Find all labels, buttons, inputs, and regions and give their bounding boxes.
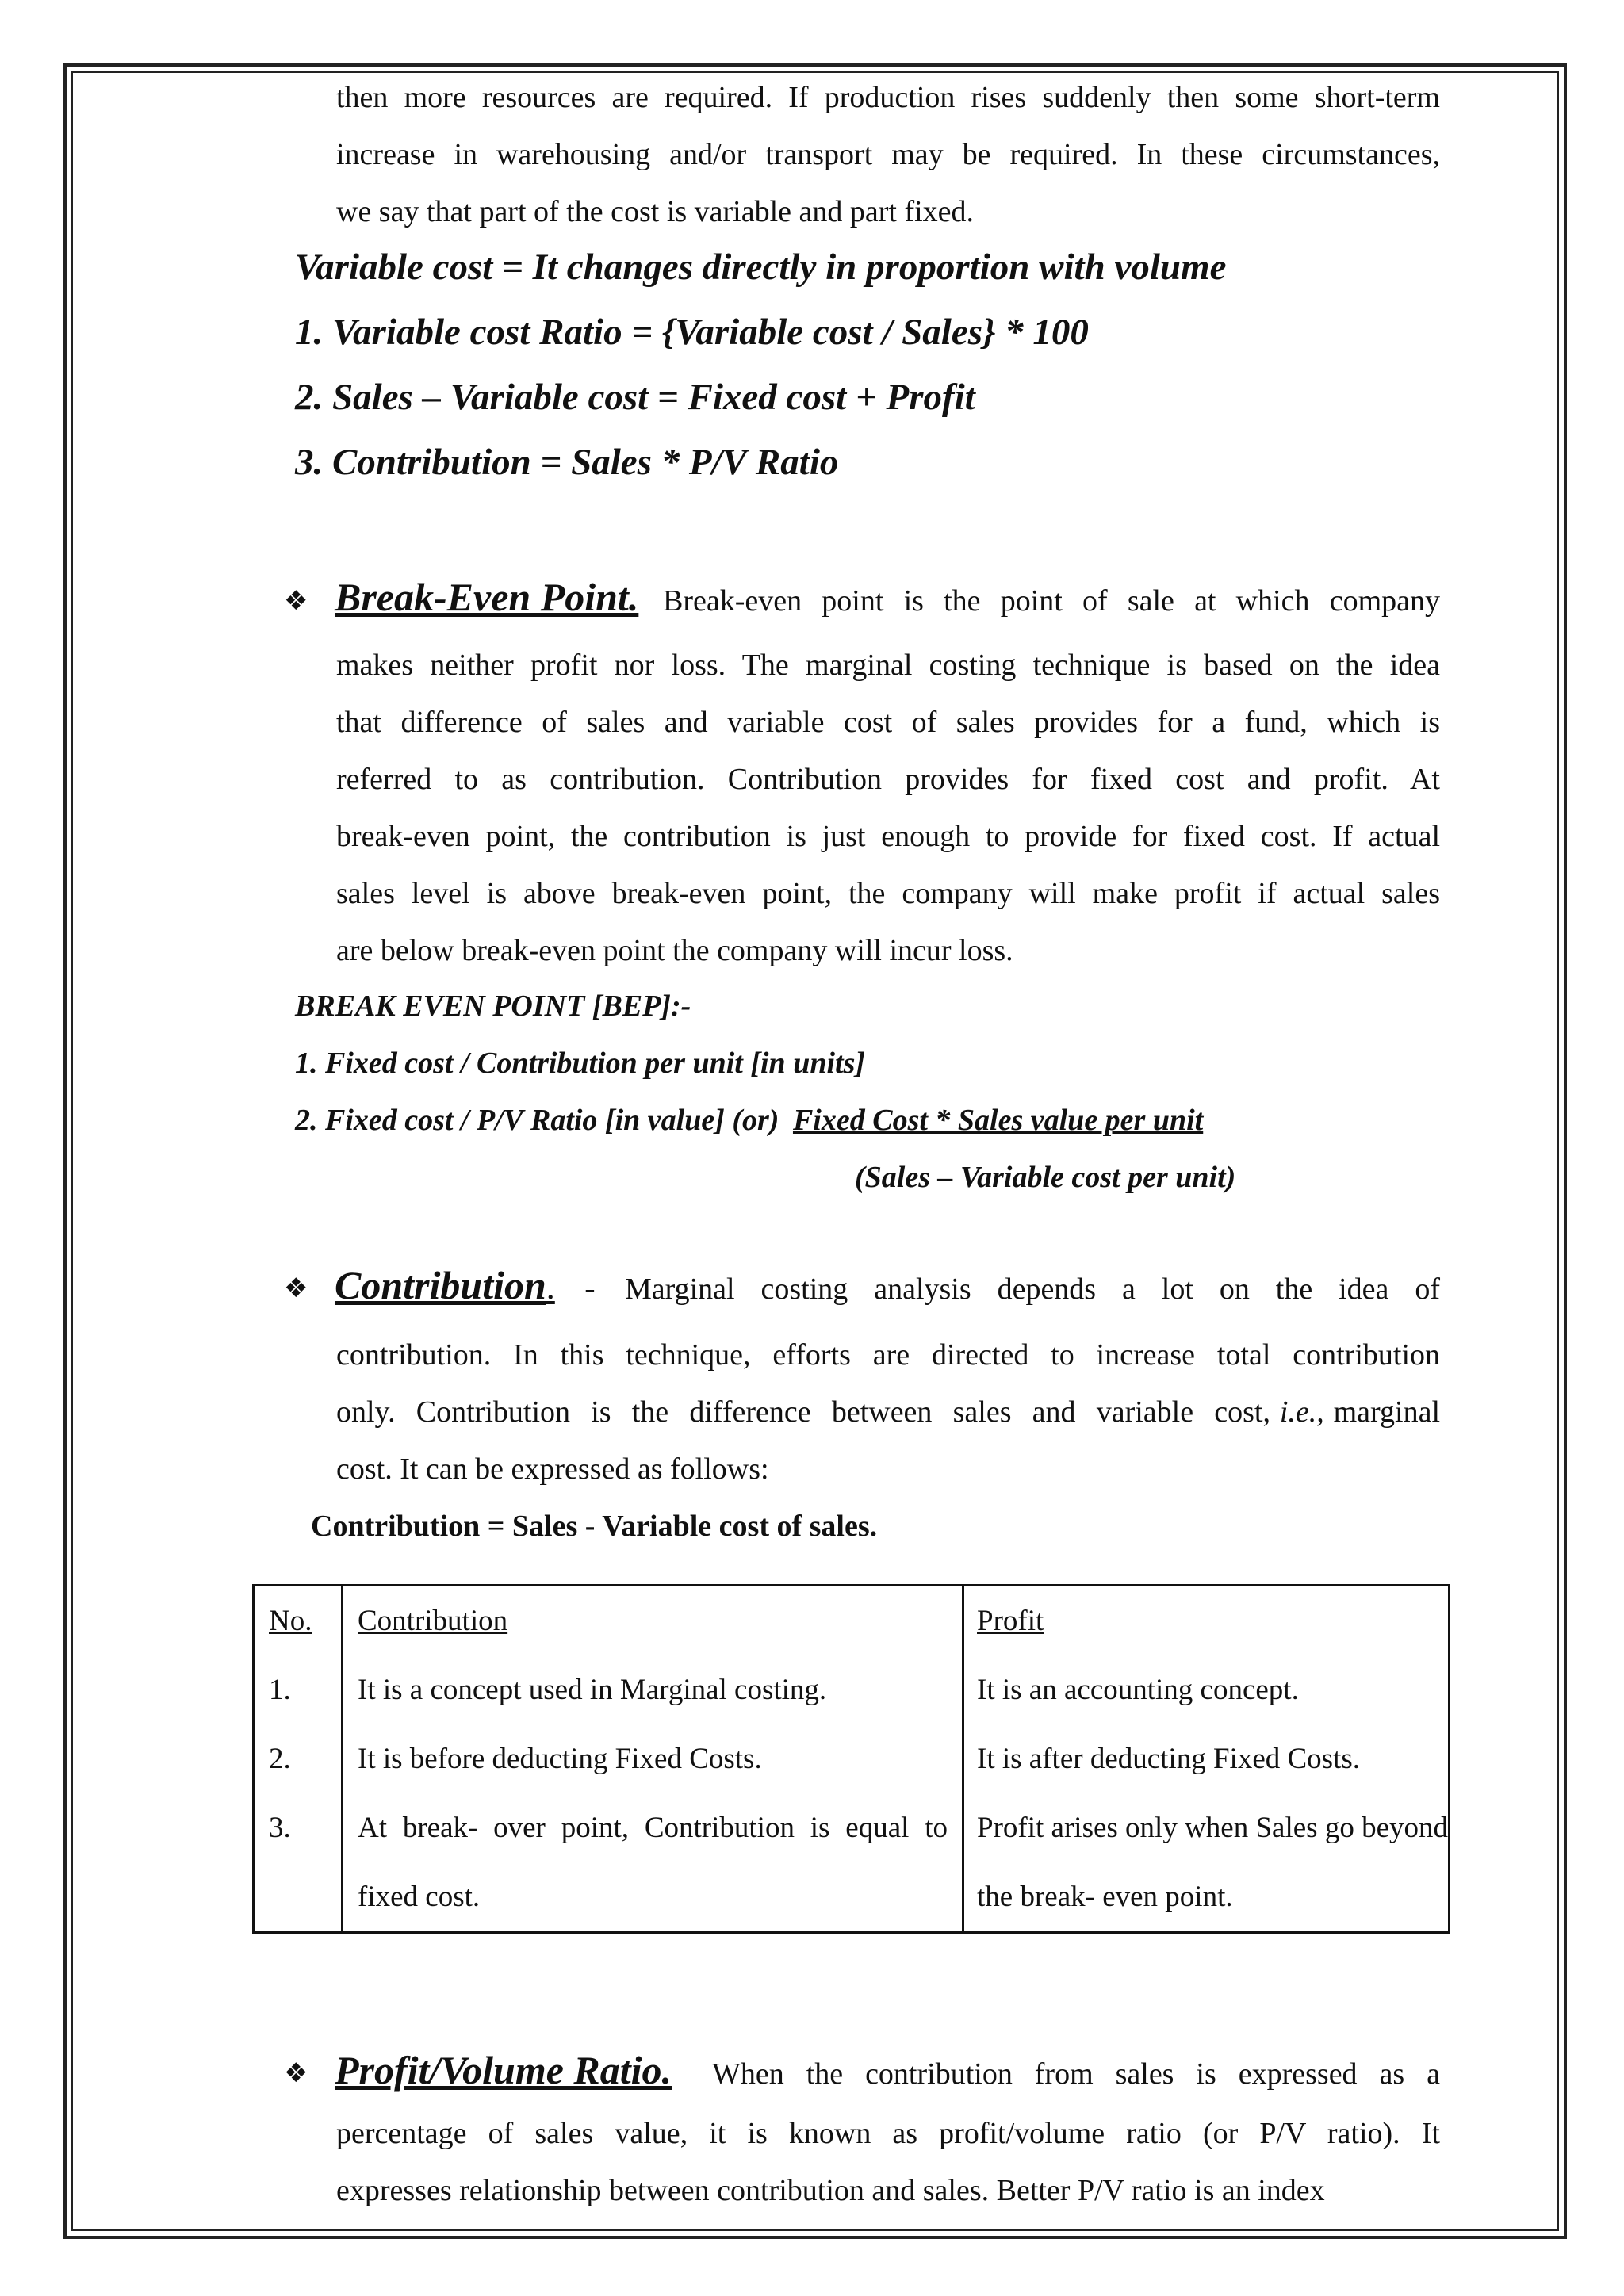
table-cell-contribution: It is before deducting Fixed Costs. bbox=[343, 1724, 963, 1793]
contribution-line-3-suffix: marginal bbox=[1333, 1395, 1440, 1429]
bep-title: Break-Even Point. bbox=[335, 575, 639, 619]
pv-first-line: When the contribution from sales is expressed as a bbox=[712, 2057, 1440, 2091]
intro-line-3: we say that part of the cost is variable and part fixed. bbox=[336, 195, 975, 228]
bep-formula-2-prefix: 2. Fixed cost / P/V Ratio [in value] (or) bbox=[295, 1104, 779, 1137]
bep-first-row bbox=[335, 577, 1440, 617]
bep-line-5: break-even point, the contribution is just enough to provide for fixed cost. If actual bbox=[336, 820, 1440, 853]
table-cell-contribution: At break- over point, Contribution is equal to fixed cost. bbox=[343, 1793, 963, 1933]
bep-line-6: sales level is above break-even point, the company will make profit if actual sales bbox=[336, 877, 1440, 910]
table-row bbox=[254, 1655, 1450, 1724]
diamond-bullet-icon: ❖ bbox=[284, 1272, 308, 1304]
contribution-first-line: Marginal costing analysis depends a lot on the idea of bbox=[625, 1272, 1440, 1306]
contribution-line-4: cost. It can be expressed as follows: bbox=[336, 1452, 769, 1486]
diamond-bullet-icon: ❖ bbox=[284, 2057, 308, 2089]
table-header-profit: Profit bbox=[977, 1605, 1044, 1637]
contribution-title: Contribution bbox=[335, 1263, 546, 1307]
contribution-profit-table bbox=[252, 1584, 1450, 1934]
contribution-line-2: contribution. In this technique, efforts are directed to increase total contribution bbox=[336, 1338, 1440, 1372]
contribution-title-group bbox=[335, 1265, 555, 1305]
table-cell-no: 1. bbox=[254, 1655, 343, 1724]
contribution-line-3-italic: i.e., bbox=[1279, 1395, 1324, 1429]
intro-line-1: then more resources are required. If production rises suddenly then some short-term bbox=[336, 81, 1440, 114]
contribution-first-row bbox=[335, 1265, 1440, 1305]
pv-title: Profit/Volume Ratio. bbox=[335, 2048, 672, 2092]
bep-first-line: Break-even point is the point of sale at which company bbox=[663, 584, 1440, 618]
table-cell-no: 2. bbox=[254, 1724, 343, 1793]
intro-line-2: increase in warehousing and/or transport may be required. In these circumstances, bbox=[336, 138, 1440, 171]
table-header-row bbox=[254, 1586, 1450, 1656]
variable-cost-formula-3: 3. Contribution = Sales * P/V Ratio bbox=[295, 442, 839, 483]
table-row bbox=[254, 1724, 1450, 1793]
bep-formula-2-numerator: Fixed Cost * Sales value per unit bbox=[792, 1104, 1204, 1137]
table-cell-profit: It is an accounting concept. bbox=[977, 1674, 1299, 1706]
pv-first-row bbox=[335, 2050, 1440, 2090]
table-cell-profit: It is after deducting Fixed Costs. bbox=[977, 1743, 1361, 1775]
table-header-no: No. bbox=[254, 1586, 343, 1656]
pv-line-3: expresses relationship between contribution and sales. Better P/V ratio is an index bbox=[336, 2174, 1325, 2207]
contribution-title-suffix: . bbox=[546, 1268, 555, 1307]
contribution-line-3-prefix: only. Contribution is the difference between sales and variable cost, bbox=[336, 1395, 1270, 1429]
table-row bbox=[254, 1793, 1450, 1933]
bep-formula-heading: BREAK EVEN POINT [BEP]:- bbox=[295, 989, 691, 1023]
bep-formula-2 bbox=[295, 1105, 1203, 1135]
bep-line-7: are below break-even point the company will incur loss. bbox=[336, 934, 1013, 967]
table-cell-profit: Profit arises only when Sales go beyond the break- even point. bbox=[977, 1812, 1448, 1913]
diamond-bullet-icon: ❖ bbox=[284, 585, 308, 617]
contribution-formula: Contribution = Sales - Variable cost of sales. bbox=[311, 1510, 878, 1543]
variable-cost-formula-1: 1. Variable cost Ratio = {Variable cost / Sales} * 100 bbox=[295, 312, 1089, 353]
variable-cost-formula-2: 2. Sales – Variable cost = Fixed cost + Profit bbox=[295, 377, 975, 418]
bep-line-2: makes neither profit nor loss. The marginal costing technique is based on the idea bbox=[336, 649, 1440, 682]
table-cell-contribution: It is a concept used in Marginal costing. bbox=[343, 1655, 963, 1724]
variable-cost-definition: Variable cost = It changes directly in proportion with volume bbox=[295, 247, 1227, 288]
bep-formula-2-denominator: (Sales – Variable cost per unit) bbox=[855, 1161, 1236, 1194]
pv-line-2: percentage of sales value, it is known as profit/volume ratio (or P/V ratio). It bbox=[336, 2117, 1440, 2150]
contribution-dash: - bbox=[584, 1270, 596, 1306]
bep-formula-1: 1. Fixed cost / Contribution per unit [in units] bbox=[295, 1047, 866, 1080]
table-header-contribution: Contribution bbox=[343, 1586, 963, 1656]
table-cell-no: 3. bbox=[254, 1793, 343, 1933]
bep-line-4: referred to as contribution. Contribution provides for fixed cost and profit. At bbox=[336, 763, 1440, 796]
contribution-line-3 bbox=[336, 1397, 1440, 1427]
bep-line-3: that difference of sales and variable cost of sales provides for a fund, which is bbox=[336, 706, 1440, 739]
